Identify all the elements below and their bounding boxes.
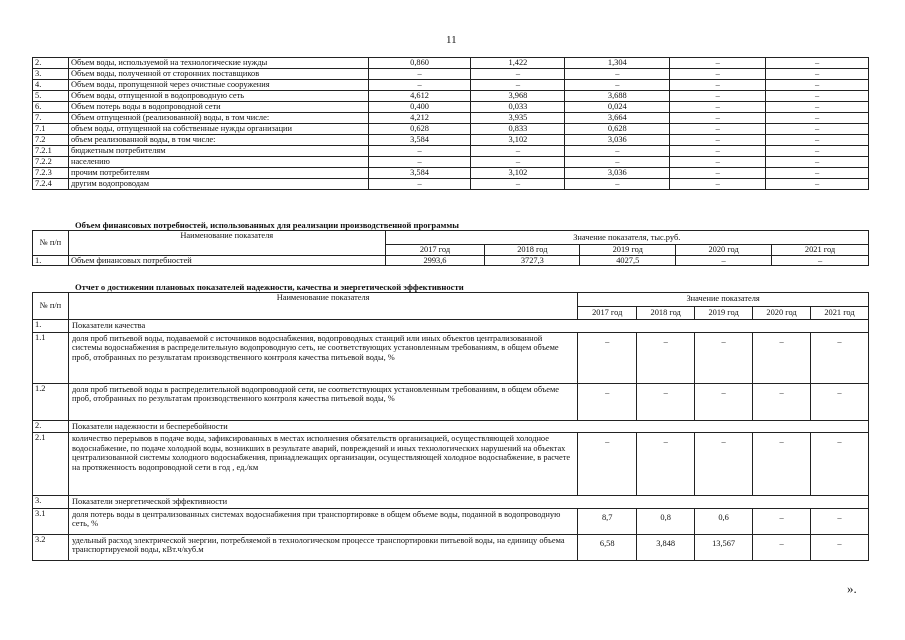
section-row [33, 496, 869, 509]
year-header: 2019 год [580, 245, 676, 256]
year-header: 2018 год [637, 306, 695, 320]
row-value: – [670, 113, 766, 124]
row-value: – [578, 433, 637, 496]
row-value: 0,033 [471, 102, 565, 113]
row-value: – [670, 146, 766, 157]
row-number: 1.1 [33, 332, 69, 383]
row-name: Объем отпущенной (реализованной) воды, в том числе: [68, 113, 368, 124]
row-value: 4,212 [368, 113, 471, 124]
row-value: 1,304 [565, 58, 670, 69]
row-value: – [578, 332, 637, 383]
row-value: – [565, 80, 670, 91]
row-value: 3,036 [565, 168, 670, 179]
row-value: – [637, 433, 695, 496]
row-number: 7. [33, 113, 69, 124]
row-number: 3.1 [33, 508, 69, 534]
table-row [33, 135, 869, 146]
row-value: – [766, 69, 869, 80]
row-value: – [670, 102, 766, 113]
table-row [33, 80, 869, 91]
row-value: 2993,6 [385, 255, 485, 266]
table-row [33, 255, 869, 266]
row-name: населению [68, 157, 368, 168]
row-value: 3,968 [471, 91, 565, 102]
row-number: 3. [33, 496, 69, 509]
row-value: – [670, 168, 766, 179]
row-value: – [670, 91, 766, 102]
row-name: объем воды, отпущенной на собственные нужды организации [68, 124, 368, 135]
water-volume-table [32, 57, 869, 190]
row-value: 3,102 [471, 135, 565, 146]
section-name: Показатели надежности и бесперебойности [68, 420, 868, 433]
row-value: 0,6 [695, 508, 753, 534]
row-name: Объем потерь воды в водопроводной сети [68, 102, 368, 113]
table-row [33, 332, 869, 383]
page-number: 11 [446, 34, 457, 46]
row-value: – [565, 179, 670, 190]
year-header: 2018 год [485, 245, 580, 256]
reliability-section-title: Отчет о достижении плановых показателей надежности, качества и энергетической эффективности [75, 282, 464, 292]
row-name: прочим потребителям [68, 168, 368, 179]
table-row [33, 157, 869, 168]
row-value: – [670, 58, 766, 69]
table-row [33, 91, 869, 102]
row-name: количество перерывов в подаче воды, зафиксированных в местах исполнения обязательств организацией, осуществляющей холодное водоснабжение, по подаче холодной воды, возникших в результате аварий, повреждений и иных технологических нарушений на объектах централизованной системы холодного водоснабжения, принадлежащих организации, осуществляющей холодное водоснабжение, в расчете на протяженность водопроводной сети в год , ед./км [68, 433, 577, 496]
row-name: другим водопроводам [68, 179, 368, 190]
row-value: – [753, 383, 811, 420]
row-value: 3,688 [565, 91, 670, 102]
row-name: доля проб питьевой воды, подаваемой с источников водоснабжения, водопроводных станций или иных объектов централизованной системы водоснабжения в распределительную водопроводную сеть, не соответствующих установленным требованиям, в общем объеме проб, отобранных по результатам производственного контроля качества питьевой воды, % [68, 332, 577, 383]
row-value: – [766, 179, 869, 190]
row-name: Объем воды, пропущенной через очистные сооружения [68, 80, 368, 91]
table-row [33, 58, 869, 69]
row-name: Объем финансовых потребностей [68, 255, 385, 266]
row-value: – [471, 80, 565, 91]
row-value: – [766, 91, 869, 102]
row-value: 0,628 [368, 124, 471, 135]
col-header-name: Наименование показателя [68, 293, 577, 320]
table-row [33, 124, 869, 135]
row-value: – [766, 146, 869, 157]
row-value: – [471, 179, 565, 190]
row-value: – [637, 383, 695, 420]
row-number: 7.2.2 [33, 157, 69, 168]
year-header: 2021 год [811, 306, 869, 320]
table-row [33, 146, 869, 157]
row-number: 6. [33, 102, 69, 113]
row-name: Объем воды, полученной от сторонних поставщиков [68, 69, 368, 80]
row-value: – [766, 135, 869, 146]
row-value: – [695, 383, 753, 420]
table-row [33, 179, 869, 190]
row-number: 3. [33, 69, 69, 80]
row-value: – [368, 157, 471, 168]
reliability-table [32, 292, 869, 561]
section-row [33, 320, 869, 333]
row-number: 7.2.3 [33, 168, 69, 179]
row-number: 7.2 [33, 135, 69, 146]
section-name: Показатели энергетической эффективности [68, 496, 868, 509]
row-value: 13,567 [695, 534, 753, 560]
col-header-value: Значение показателя, тыс.руб. [385, 231, 868, 245]
row-value: – [471, 146, 565, 157]
row-value: 3,584 [368, 168, 471, 179]
table-row [33, 383, 869, 420]
section-row [33, 420, 869, 433]
year-header: 2021 год [772, 245, 869, 256]
col-header-num: № п/п [33, 231, 69, 256]
row-value: – [676, 255, 772, 266]
row-value: 3,935 [471, 113, 565, 124]
row-value: – [753, 433, 811, 496]
row-value: – [695, 332, 753, 383]
row-value: 6,58 [578, 534, 637, 560]
row-value: – [766, 58, 869, 69]
table-row [33, 168, 869, 179]
row-value: 0,8 [637, 508, 695, 534]
row-value: 0,400 [368, 102, 471, 113]
row-name: удельный расход электрической энергии, потребляемой в технологическом процессе транспортировки питьевой воды, на единицу объема транспортируемой воды, кВт.ч/куб.м [68, 534, 577, 560]
row-value: – [766, 102, 869, 113]
row-value: 0,024 [565, 102, 670, 113]
row-name: доля проб питьевой воды в распределительной водопроводной сети, не соответствующих установленным требованиям, в общем объеме проб, отобранных по результатам производственного контроля качества питьевой воды, % [68, 383, 577, 420]
row-number: 5. [33, 91, 69, 102]
year-header: 2020 год [753, 306, 811, 320]
table-row [33, 433, 869, 496]
row-value: – [471, 157, 565, 168]
row-number: 7.1 [33, 124, 69, 135]
row-value: – [766, 80, 869, 91]
row-number: 1. [33, 255, 69, 266]
row-value: – [670, 157, 766, 168]
row-name: Объем воды, отпущенной в водопроводную сеть [68, 91, 368, 102]
row-value: 3,102 [471, 168, 565, 179]
row-value: – [670, 179, 766, 190]
row-value: – [811, 534, 869, 560]
row-value: 4,612 [368, 91, 471, 102]
row-value: 3,664 [565, 113, 670, 124]
row-value: – [766, 168, 869, 179]
row-value: – [766, 113, 869, 124]
row-value: – [753, 508, 811, 534]
section-name: Показатели качества [68, 320, 868, 333]
col-header-value: Значение показателя [578, 293, 869, 307]
row-value: – [811, 433, 869, 496]
year-header: 2017 год [578, 306, 637, 320]
row-value: – [368, 80, 471, 91]
row-value: – [766, 124, 869, 135]
row-value: – [772, 255, 869, 266]
table-row [33, 69, 869, 80]
row-value: 3727,3 [485, 255, 580, 266]
row-number: 2.1 [33, 433, 69, 496]
row-name: доля потерь воды в централизованных системах водоснабжения при транспортировке в общем объеме воды, поданной в водопроводную сеть, % [68, 508, 577, 534]
row-number: 4. [33, 80, 69, 91]
row-value: – [471, 69, 565, 80]
row-value: – [368, 69, 471, 80]
row-value: – [565, 69, 670, 80]
row-value: – [670, 80, 766, 91]
row-number: 1. [33, 320, 69, 333]
row-number: 7.2.1 [33, 146, 69, 157]
row-number: 2. [33, 420, 69, 433]
row-value: 4027,5 [580, 255, 676, 266]
financial-table [32, 230, 869, 266]
row-value: 0,833 [471, 124, 565, 135]
table-row [33, 508, 869, 534]
row-value: 3,036 [565, 135, 670, 146]
row-value: – [811, 332, 869, 383]
row-value: 3,848 [637, 534, 695, 560]
row-value: – [565, 146, 670, 157]
year-header: 2019 год [695, 306, 753, 320]
row-value: – [695, 433, 753, 496]
row-name: бюджетным потребителям [68, 146, 368, 157]
row-name: объем реализованной воды, в том числе: [68, 135, 368, 146]
row-number: 2. [33, 58, 69, 69]
row-number: 7.2.4 [33, 179, 69, 190]
row-value: – [368, 146, 471, 157]
table-row [33, 534, 869, 560]
closing-mark: ». [847, 581, 857, 596]
row-value: – [637, 332, 695, 383]
table-row [33, 113, 869, 124]
row-value: – [565, 157, 670, 168]
year-header: 2020 год [676, 245, 772, 256]
row-value: – [670, 135, 766, 146]
row-value: – [811, 383, 869, 420]
row-value: – [578, 383, 637, 420]
financial-section-title: Объем финансовых потребностей, использованных для реализации производственной программы [75, 220, 459, 230]
col-header-num: № п/п [33, 293, 69, 320]
col-header-name: Наименование показателя [68, 231, 385, 256]
row-value: – [753, 534, 811, 560]
row-number: 1.2 [33, 383, 69, 420]
row-value: 1,422 [471, 58, 565, 69]
row-value: – [753, 332, 811, 383]
row-value: – [811, 508, 869, 534]
row-value: – [670, 124, 766, 135]
row-name: Объем воды, используемой на технологические нужды [68, 58, 368, 69]
row-value: 3,584 [368, 135, 471, 146]
row-value: – [670, 69, 766, 80]
row-value: 0,628 [565, 124, 670, 135]
row-value: – [368, 179, 471, 190]
row-value: 0,860 [368, 58, 471, 69]
year-header: 2017 год [385, 245, 485, 256]
row-number: 3.2 [33, 534, 69, 560]
table-row [33, 102, 869, 113]
row-value: 8,7 [578, 508, 637, 534]
row-value: – [766, 157, 869, 168]
